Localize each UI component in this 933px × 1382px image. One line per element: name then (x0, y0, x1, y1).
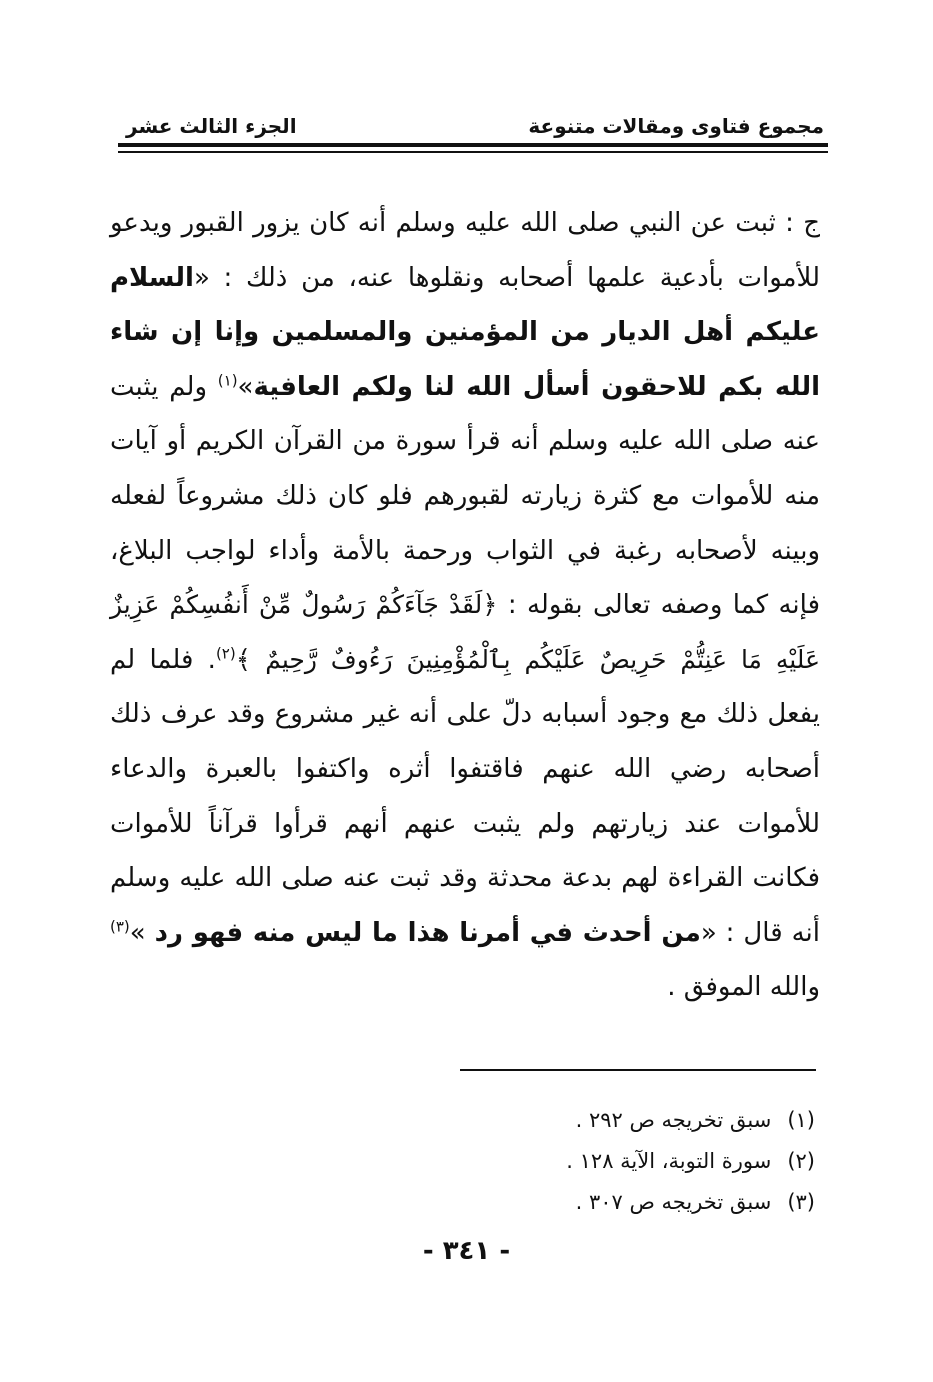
header-rule-thin (118, 151, 828, 153)
footnote-text: سبق تخريجه ص ٢٩٢ . (575, 1108, 772, 1132)
hadith-quote: من أحدث في أمرنا هذا ما ليس منه فهو رد (154, 917, 701, 948)
footnote-ref-3: (٣) (110, 917, 130, 936)
footnote-text: سورة التوبة، الآية ١٢٨ . (566, 1149, 772, 1173)
volume-label: الجزء الثالث عشر (126, 114, 297, 138)
fatwa-answer (110, 196, 820, 1015)
footnote-2 (315, 1141, 815, 1182)
answer-continuation: . فلما لم يفعل ذلك مع وجود أسبابه دلّ على أنه غير مشروع وقد عرف ذلك أصحابه رضي الله عنهم فاقتفوا أثره واكتفوا بالعبرة والدعاء للأموات عند زيارتهم ولم يثبت عنهم أنهم قرأوا قرآناً للأموات فكانت القراءة لهم بدعة محدثة وقد ثبت عنه صلى الله عليه وسلم أنه قال : « (110, 644, 820, 948)
footnote-1 (315, 1100, 815, 1141)
running-header (118, 108, 828, 144)
quran-verse: لَقَدْ جَآءَكُمْ رَسُولٌ مِّنْ أَنفُسِكُمْ عَزِيزٌ عَلَيْهِ مَا عَنِتُّمْ حَرِيصٌ عَلَيْكُم بِٱلْمُؤْمِنِينَ رَءُوفٌ رَّحِيمٌ (110, 590, 820, 674)
verse-close: ﴾ (235, 644, 266, 675)
footnote-separator (460, 1069, 816, 1071)
answer-closing: والله الموفق . (667, 972, 820, 1003)
page-number: - ٣٤١ - (422, 1236, 511, 1266)
quote-close-2: » (129, 917, 155, 948)
footnote-number: (٣) (787, 1190, 815, 1214)
header-rule-thick (118, 143, 828, 147)
footnote-ref-1: (١) (217, 371, 238, 390)
footnote-number: (٢) (787, 1149, 815, 1173)
answer-middle: ولم يثبت عنه صلى الله عليه وسلم أنه قرأ سورة من القرآن الكريم أو آيات منه للأموات مع كثرة زيارته لقبورهم فلو كان ذلك مشروعاً لفعله وبينه لأصحابه رغبة في الثواب ورحمة بالأمة وأداء لواجب البلاغ، فإنه كما وصفه تعالى بقوله : ﴿ (110, 371, 820, 621)
book-title: مجموع فتاوى ومقالات متنوعة (528, 114, 824, 138)
answer-intro: ج : ثبت عن النبي صلى الله عليه وسلم أنه كان يزور القبور ويدعو للأموات بأدعية علمها أصحابه ونقلوها عنه، من ذلك : « (110, 208, 820, 293)
footnote-3 (315, 1182, 815, 1223)
footnote-number: (١) (787, 1108, 815, 1132)
footnotes (315, 1100, 815, 1223)
footnote-ref-2: (٢) (215, 644, 236, 663)
footnote-text: سبق تخريجه ص ٣٠٧ . (575, 1190, 772, 1214)
quote-close-1: » (237, 371, 254, 402)
grave-greeting-dua: السلام عليكم أهل الديار من المؤمنين والمسلمين وإنا إن شاء الله بكم للاحقون أسأل الله لنا ولكم العافية (110, 262, 820, 402)
